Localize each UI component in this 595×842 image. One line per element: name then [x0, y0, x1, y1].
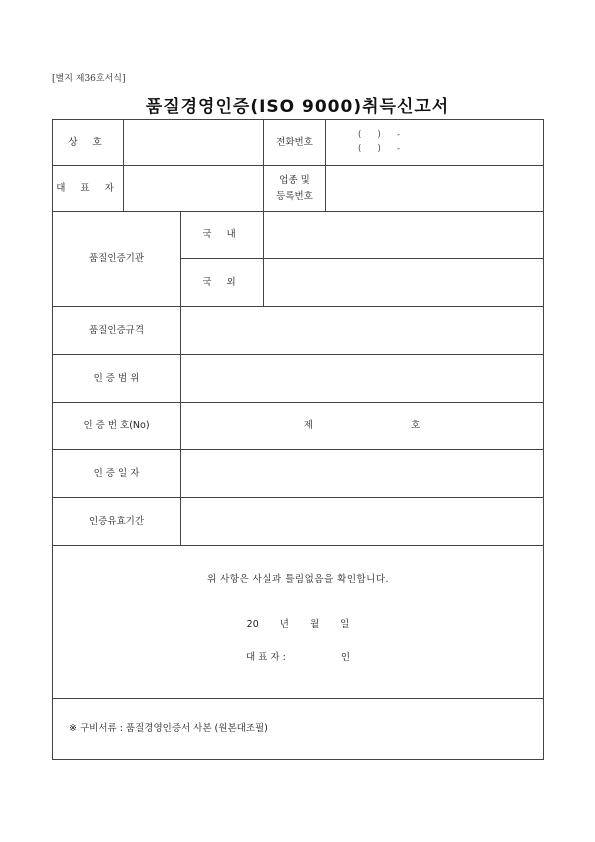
cert-body-domestic-row [53, 212, 544, 259]
foreign-field[interactable] [264, 259, 544, 307]
phone-label: 전화번호 [264, 120, 326, 166]
representative-field[interactable] [124, 166, 264, 212]
phone-field[interactable] [326, 120, 544, 166]
form-number-label: [별지 제36호서식] [52, 74, 126, 84]
declaration-date[interactable]: 20 년 월 일 [246, 619, 350, 631]
scope-label: 인 증 범 위 [53, 355, 181, 403]
required-documents-note: ※ 구비서류 : 품질경영인증서 사본 (원본대조필) [53, 699, 544, 760]
declaration-representative[interactable] [53, 650, 543, 665]
declaration-rep-label: 대 표 자 : [245, 652, 286, 664]
standard-label: 품질인증규격 [53, 307, 181, 355]
note-row [53, 699, 544, 760]
foreign-label: 국 외 [181, 259, 264, 307]
company-label: 상 호 [53, 120, 124, 166]
page-title: 품질경영인증(ISO 9000)취득신고서 [145, 97, 450, 117]
number-prefix: 제 [303, 420, 313, 432]
number-field[interactable] [181, 403, 544, 450]
business-label [264, 166, 326, 212]
business-label-line-1: 업종 및 [279, 175, 310, 187]
company-field[interactable] [124, 120, 264, 166]
scope-row [53, 355, 544, 403]
date-row [53, 450, 544, 498]
scope-field[interactable] [181, 355, 544, 403]
representative-row [53, 166, 544, 212]
form-table [52, 119, 544, 760]
phone-line-1: ( ) - [358, 129, 401, 140]
seal-mark: 인 [340, 652, 350, 664]
number-suffix: 호 [411, 420, 421, 432]
validity-field[interactable] [181, 498, 544, 546]
business-label-line-2: 등록번호 [276, 190, 313, 202]
validity-row [53, 498, 544, 546]
number-row [53, 403, 544, 450]
date-field[interactable] [181, 450, 544, 498]
standard-row [53, 307, 544, 355]
number-label: 인 증 번 호(No) [53, 403, 181, 450]
declaration-row [53, 546, 544, 699]
declaration-cell [53, 546, 544, 699]
domestic-label: 국 내 [181, 212, 264, 259]
declaration-sentence: 위 사항은 사실과 틀림없음을 확인합니다. [206, 574, 390, 585]
company-row [53, 120, 544, 166]
representative-label: 대 표 자 [53, 166, 124, 212]
standard-field[interactable] [181, 307, 544, 355]
cert-body-label: 품질인증기관 [53, 212, 181, 307]
business-field[interactable] [326, 166, 544, 212]
phone-line-2: ( ) - [358, 143, 401, 154]
validity-label: 인증유효기간 [53, 498, 181, 546]
domestic-field[interactable] [264, 212, 544, 259]
date-label: 인 증 일 자 [53, 450, 181, 498]
